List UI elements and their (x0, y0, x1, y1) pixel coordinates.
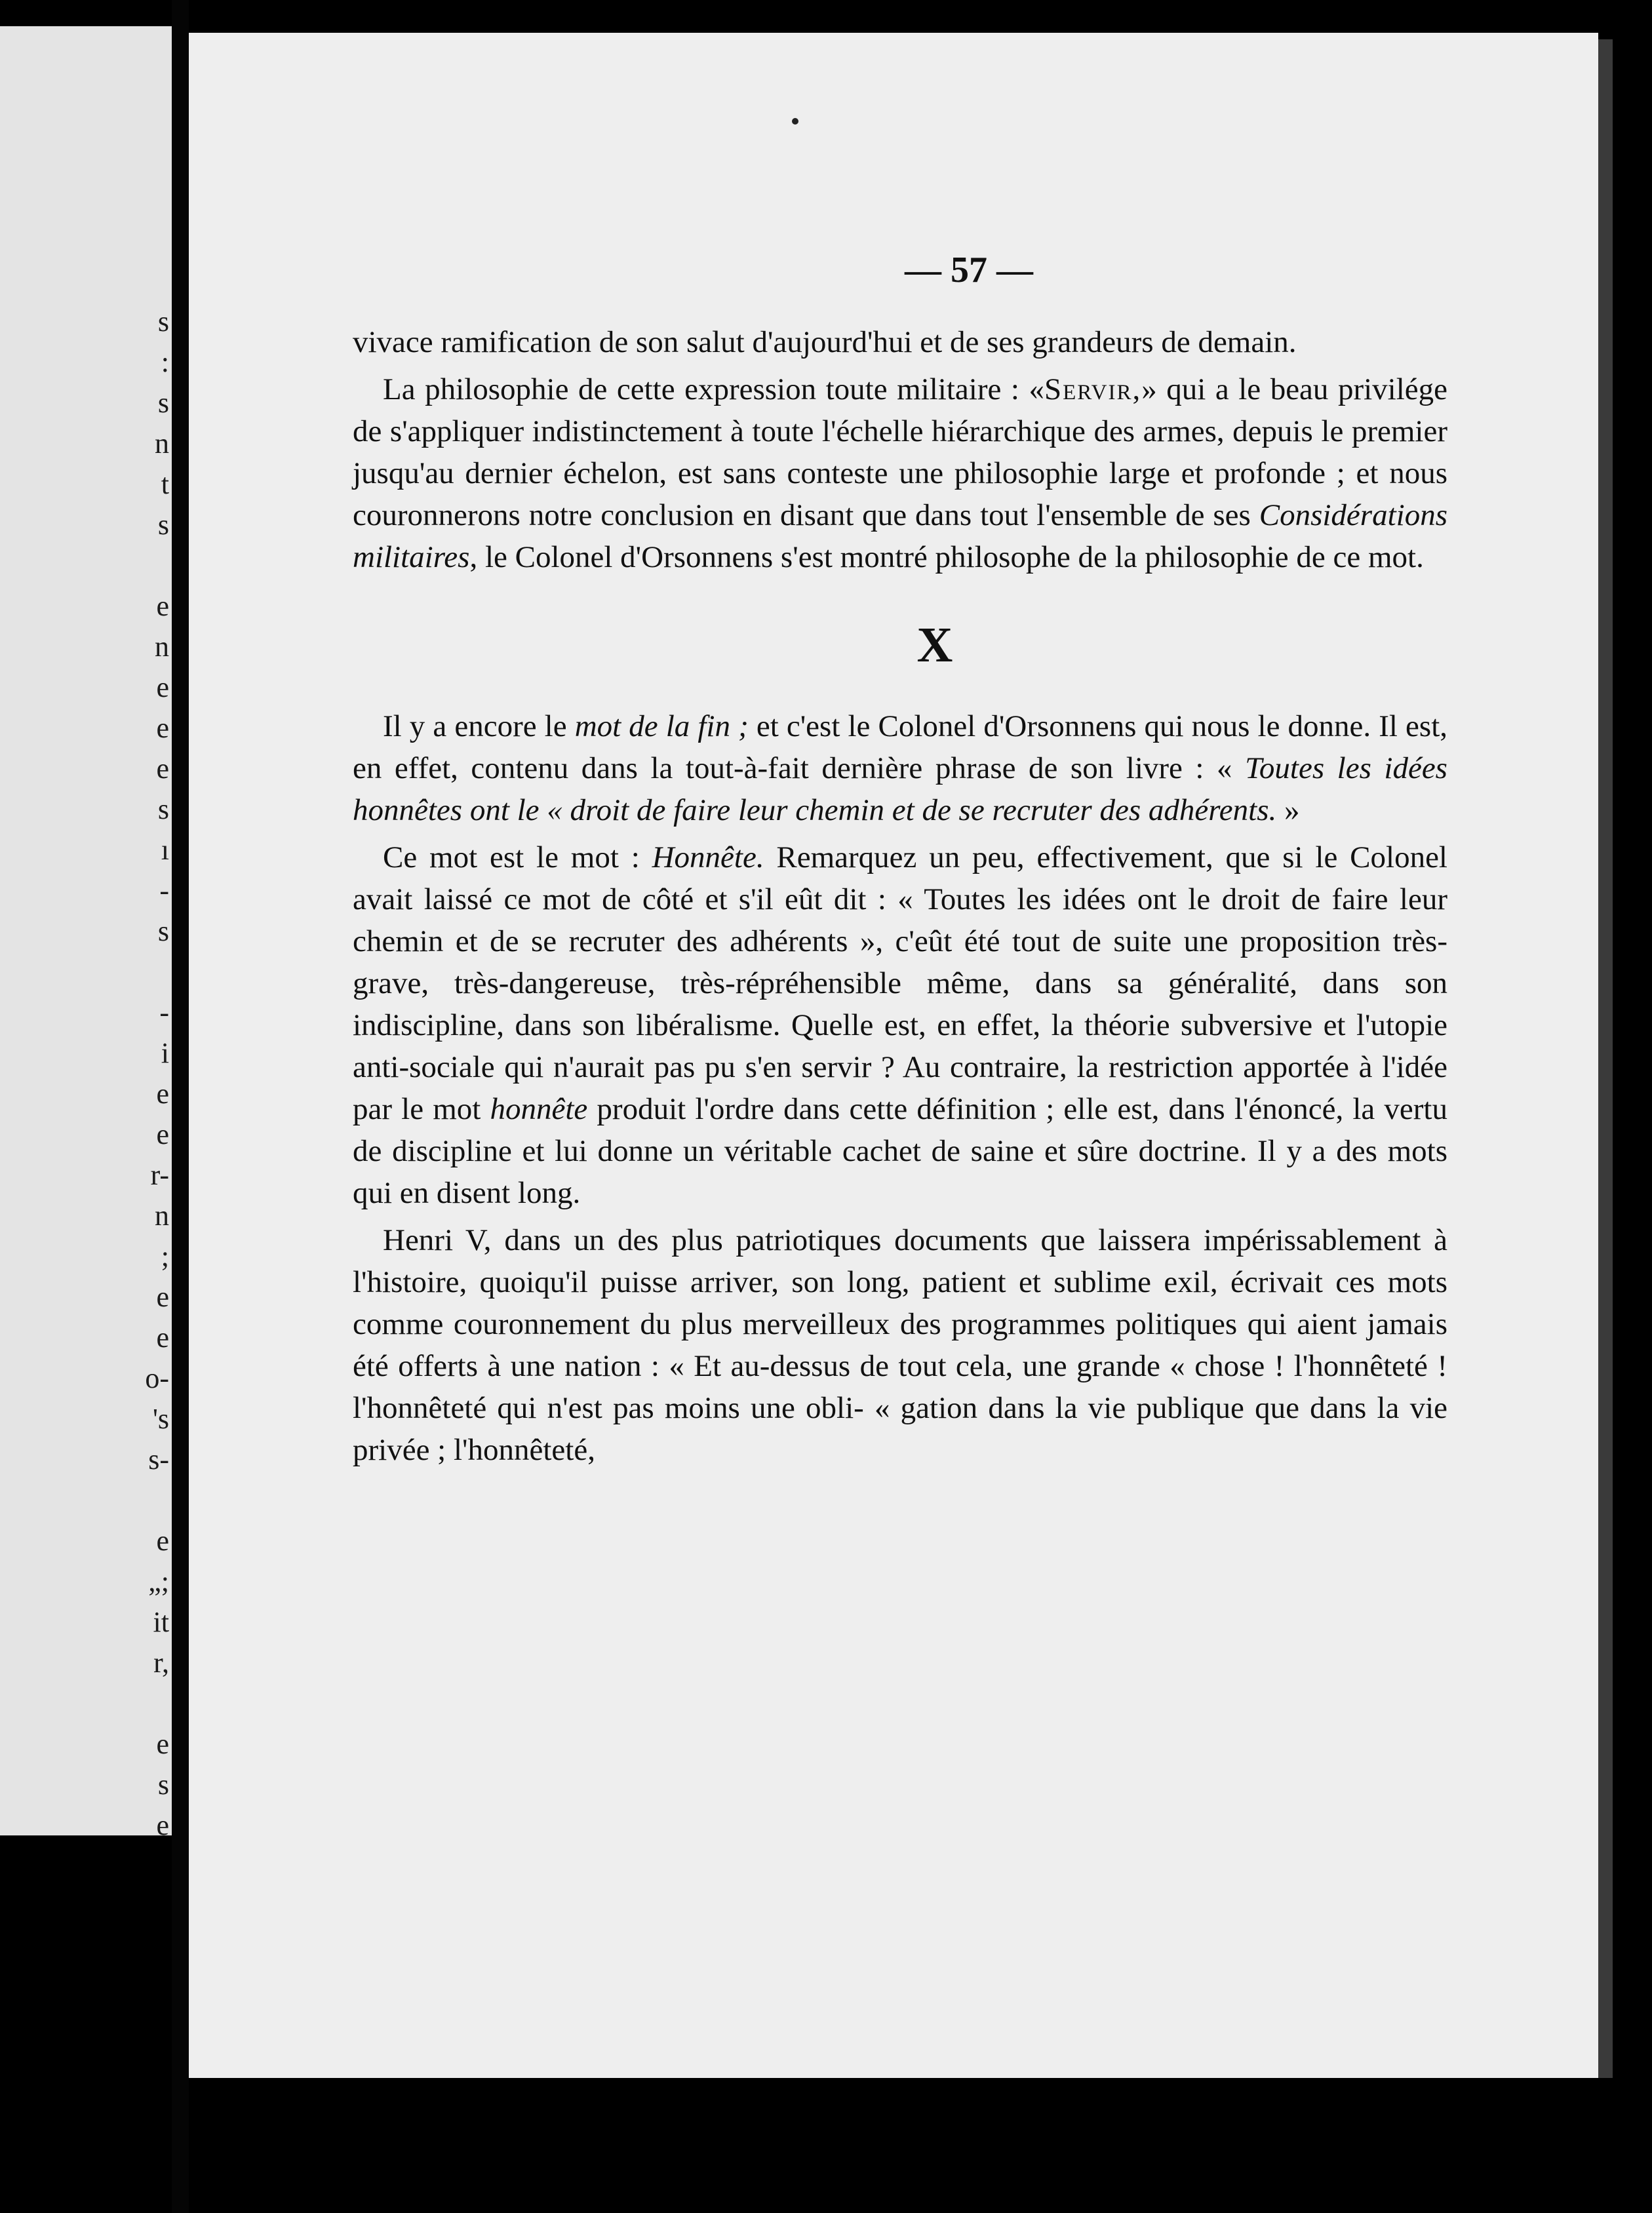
left-page-edge-char: e (156, 1078, 169, 1110)
left-page-edge-char: ; (161, 1240, 169, 1272)
paragraph-servir: La philosophie de cette expression toute militaire : «Servir,» qui a le beau privilége de s'appliquer indistinctement à toute l'échelle hiérarchique des armes, depuis le premier jusqu'au dernier échelon, est sans conteste une philosophie large et profonde ; et nous couronnerons notre conclusion en disant que dans tout l'ensemble de ses Considérations militaires, le Colonel d'Orsonnens s'est montré philosophe de la philosophie de ce mot. (353, 372, 1447, 574)
italic-quotation: Toutes les idées honnêtes ont le « droit de faire leur chemin et de se recruter des adhérents. (353, 751, 1447, 827)
left-page-edge-char: s (157, 305, 169, 338)
left-page-edge-char: it (153, 1606, 169, 1638)
left-page-edge-char: n (155, 427, 169, 460)
left-page-edge-char: r- (150, 1159, 169, 1191)
servir-term: Servir, (1044, 372, 1142, 406)
left-page-edge-char: e (156, 712, 169, 744)
left-page-edge-char: r, (153, 1647, 169, 1679)
left-page-edge-char: s (157, 915, 169, 947)
left-page-fragment (0, 26, 172, 1835)
left-page-edge-char: e (156, 1809, 169, 1835)
left-page-edge-char: s (157, 387, 169, 419)
left-page-edge-char (143, 545, 169, 586)
book-page (189, 33, 1598, 2078)
left-page-edge-char: e (156, 671, 169, 703)
left-page-edge-char: n (155, 631, 169, 663)
paragraph-honnete: Ce mot est le mot : Honnête. Remarquez un peu, effectivement, que si le Colonel avait laissé ce mot de côté et s'il eût dit : « Toutes les idées ont le droit de faire leur chemin et de se recruter des adhérents », c'eût été tout de suite une proposition très-grave, très-dangereuse, très-répréhensible même, dans sa généralité, dans son indiscipline, dans son libéralisme. Quelle est, en effet, la théorie subversive et l'utopie anti-sociale qui n'aurait pas pu s'en servir ? Au contraire, la restriction apportée à l'idée par le mot honnête produit l'ordre dans cette définition ; elle est, dans l'énoncé, la vertu de discipline et lui donne un véritable cachet de saine et sûre doctrine. Il y a des mots qui en disent long. (353, 840, 1447, 1210)
book-gutter (172, 0, 189, 2213)
book-title-italic: Considérations militaires (353, 498, 1447, 574)
paragraph-continuation: vivace ramification de son salut d'aujourd'hui et de ses grandeurs de demain. (353, 325, 1297, 359)
left-page-edge-char: e (156, 1728, 169, 1760)
left-page-edge-char: e (156, 1322, 169, 1354)
left-page-edge-char (143, 952, 169, 992)
left-page-edge-char: i (161, 1037, 169, 1069)
left-page-edge-char: - (159, 874, 169, 907)
left-page-edge-char: - (159, 996, 169, 1028)
paragraph-mot-de-la-fin: Il y a encore le mot de la fin ; et c'est le Colonel d'Orsonnens qui nous le donne. Il est, en effet, contenu dans la tout-à-fait dernière phrase de son livre : « Toutes les idées honnêtes ont le « droit de faire leur chemin et de se recruter des adhérents. » (353, 709, 1447, 827)
left-page-edge-char: e (156, 1281, 169, 1313)
left-page-edge-char: e (156, 753, 169, 785)
left-page-edge-char: 's (152, 1403, 169, 1435)
italic-word: honnête (490, 1092, 588, 1126)
left-page-edge-char: s (157, 509, 169, 541)
left-page-edge-char: n (155, 1200, 169, 1232)
left-page-edge-char: e (156, 1525, 169, 1557)
left-page-edge-char: t (161, 468, 169, 500)
page-edge-shadow (1598, 39, 1613, 2078)
page-body (353, 321, 1447, 1476)
italic-word: Honnête. (652, 840, 764, 874)
left-page-edge-char: e (156, 590, 169, 622)
ink-speck (792, 118, 798, 125)
page-number: — 57 — (905, 250, 1033, 290)
left-page-edge-text (143, 302, 169, 1835)
left-page-edge-char: s (157, 793, 169, 825)
left-page-edge-char: ı (161, 834, 169, 866)
paragraph-henri-v: Henri V, dans un des plus patriotiques documents que laissera impérissablement à l'histoire, quoiqu'il puisse arriver, son long, patient et sublime exil, écrivait ces mots comme couronnement du plus merveilleux des programmes politiques qui aient jamais été offerts à une nation : « Et au-dessus de tout cela, une grande « chose ! l'honnêteté ! l'honnêteté qui n'est pas moins une obli- « gation dans la vie publique que dans la vie privée ; l'honnêteté, (353, 1223, 1447, 1467)
left-page-edge-char: „; (148, 1565, 169, 1597)
section-heading: X (916, 617, 956, 673)
left-page-edge-char (143, 1683, 169, 1724)
left-page-edge-char: s (157, 1769, 169, 1801)
left-page-edge-char: s- (148, 1443, 169, 1476)
left-page-edge-char: o- (145, 1362, 169, 1394)
left-page-edge-char (143, 1480, 169, 1521)
left-page-edge-char: : (161, 346, 169, 378)
left-page-edge-char: e (156, 1118, 169, 1150)
italic-phrase: mot de la fin ; (574, 709, 749, 743)
